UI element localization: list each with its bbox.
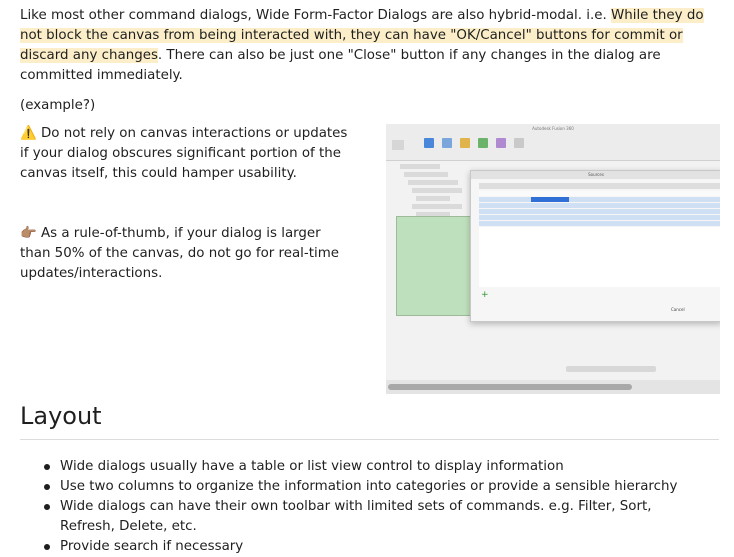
app-toolbar <box>386 124 720 161</box>
intro-highlight: While they do not block the canvas from being interacted with, they can have "OK/Cancel" buttons for commit or discard any changes <box>20 8 704 63</box>
heading-divider <box>20 439 719 440</box>
intro-text: Like most other command dialogs, Wide Form-Factor Dialogs are also hybrid-modal. i.e. <box>20 8 612 23</box>
dialog-row <box>479 221 720 226</box>
layout-heading: Layout <box>20 402 102 430</box>
dialog-row <box>479 197 720 202</box>
dialog-table-body <box>479 227 720 287</box>
dialog-row <box>479 215 720 220</box>
add-icon: + <box>481 290 489 300</box>
tree-row <box>404 172 448 177</box>
pointing-hand-icon: 👉🏽 <box>20 226 37 241</box>
tree-row <box>412 204 462 209</box>
sources-dialog <box>470 170 720 322</box>
navigation-bar <box>566 366 656 372</box>
dialog-row <box>479 191 720 196</box>
create-icon <box>442 138 452 148</box>
warning-text: Do not rely on canvas interactions or updates if your dialog obscures significant portion of the canvas itself, this could hamper usability. <box>20 126 348 181</box>
layout-bullet-list <box>20 457 710 557</box>
dialog-row <box>479 209 720 214</box>
sketch-icon <box>424 138 434 148</box>
dialog-example-screenshot <box>386 124 720 394</box>
window-title: Autodesk Fusion 360 <box>532 126 574 131</box>
dialog-row <box>479 203 720 208</box>
list-item: Wide dialogs usually have a table or list view control to display information <box>20 457 710 477</box>
tree-row <box>412 188 462 193</box>
tree-row <box>400 164 440 169</box>
dialog-table-header <box>479 183 720 189</box>
dialog-title: Sources <box>471 171 720 179</box>
tree-row <box>408 180 458 185</box>
rule-of-thumb-text: As a rule-of-thumb, if your dialog is larger than 50% of the canvas, do not go for real-time updates/interactions. <box>20 226 339 281</box>
list-item: Wide dialogs can have their own toolbar with limited sets of commands. e.g. Filter, Sort, Refresh, Delete, etc. <box>20 497 710 537</box>
figure-scrollbar[interactable] <box>386 380 720 394</box>
tree-row <box>416 196 450 201</box>
assemble-icon <box>478 138 488 148</box>
list-item: Provide search if necessary <box>20 537 710 557</box>
warning-icon: ⚠️ <box>20 126 37 141</box>
selected-cell <box>531 197 569 202</box>
intro-rest: . There can also be just one "Close" button if any changes in the dialog are committed immediately. <box>20 48 661 83</box>
list-item: Use two columns to organize the information into categories or provide a sensible hierarchy <box>20 477 710 497</box>
modify-icon <box>460 138 470 148</box>
example-note: (example?) <box>20 98 96 113</box>
toolbar-button <box>392 140 404 150</box>
warning-paragraph <box>20 124 350 184</box>
cancel-button: Cancel <box>671 307 685 312</box>
scrollbar-thumb[interactable] <box>388 384 632 390</box>
insert-icon <box>514 138 524 148</box>
rule-of-thumb-paragraph <box>20 224 350 284</box>
intro-paragraph <box>20 6 720 86</box>
canvas-region <box>396 216 474 316</box>
inspect-icon <box>496 138 506 148</box>
